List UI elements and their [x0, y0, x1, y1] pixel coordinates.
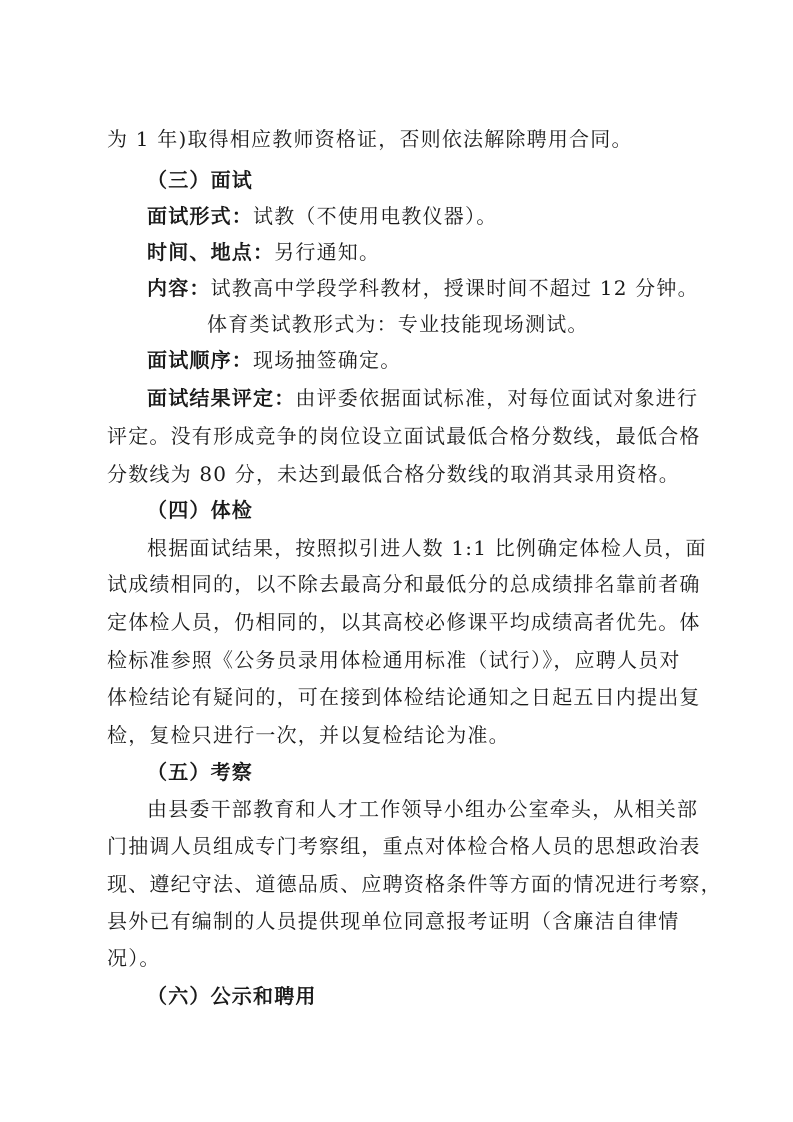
- field-value: 另行通知。: [274, 240, 381, 264]
- field-value: 由评委依据面试标准，对每位面试对象进行: [295, 386, 699, 410]
- paragraph-line: [147, 202, 732, 230]
- field-label: 内容：: [147, 276, 211, 300]
- paragraph-line: 门抽调人员组成专门考察组，重点对体检合格人员的思想政治表: [107, 834, 701, 858]
- field-label: 面试结果评定：: [147, 386, 296, 410]
- paragraph-line: 为 1 年)取得相应教师资格证，否则依法解除聘用合同。: [107, 127, 633, 151]
- field-label: 面试形式：: [147, 204, 253, 228]
- field-label: 面试顺序：: [147, 348, 253, 372]
- section-heading-interview: （三）面试: [147, 168, 253, 192]
- section-heading-medical-exam: （四）体检: [147, 498, 253, 522]
- paragraph-line: 现、遵纪守法、道德品质、应聘资格条件等方面的情况进行考察，: [107, 872, 722, 896]
- paragraph-line: 由县委干部教育和人才工作领导小组办公室牵头，从相关部: [147, 797, 699, 821]
- paragraph-line: 体检结论有疑问的，可在接到体检结论通知之日起五日内提出复: [107, 685, 701, 709]
- paragraph-line: [147, 274, 732, 302]
- paragraph-line: 定体检人员，仍相同的，以其高校必修课平均成绩高者优先。体: [107, 610, 701, 634]
- field-value: 试教（不使用电教仪器）。: [253, 204, 498, 228]
- field-value: 现场抽签确定。: [253, 348, 402, 372]
- paragraph-line: 况）。: [107, 946, 161, 970]
- paragraph-line: 评定。没有形成竞争的岗位设立面试最低合格分数线，最低合格: [107, 424, 701, 448]
- paragraph-line: 根据面试结果，按照拟引进人数 1:1 比例确定体检人员，面: [147, 536, 707, 560]
- section-heading-inspection: （五）考察: [147, 760, 253, 784]
- paragraph-line: 试成绩相同的，以不除去最高分和最低分的总成绩排名靠前者确: [107, 572, 701, 596]
- paragraph-line: 分数线为 80 分，未达到最低合格分数线的取消其录用资格。: [107, 462, 680, 486]
- paragraph-line: [147, 346, 732, 374]
- paragraph-line: 检，复检只进行一次，并以复检结论为准。: [107, 723, 510, 747]
- paragraph-line: 体育类试教形式为：专业技能现场测试。: [207, 312, 589, 336]
- section-heading-publicity-and-hiring: （六）公示和聘用: [147, 984, 317, 1008]
- paragraph-line: [147, 238, 732, 266]
- field-label: 时间、地点：: [147, 240, 275, 264]
- field-value: 试教高中学段学科教材，授课时间不超过 12 分钟。: [210, 276, 699, 300]
- paragraph-line: 检标准参照《公务员录用体检通用标准（试行）》，应聘人员对: [107, 648, 681, 672]
- paragraph-line: 县外已有编制的人员提供现单位同意报考证明（含廉洁自律情: [107, 909, 680, 933]
- paragraph-line: [147, 384, 732, 412]
